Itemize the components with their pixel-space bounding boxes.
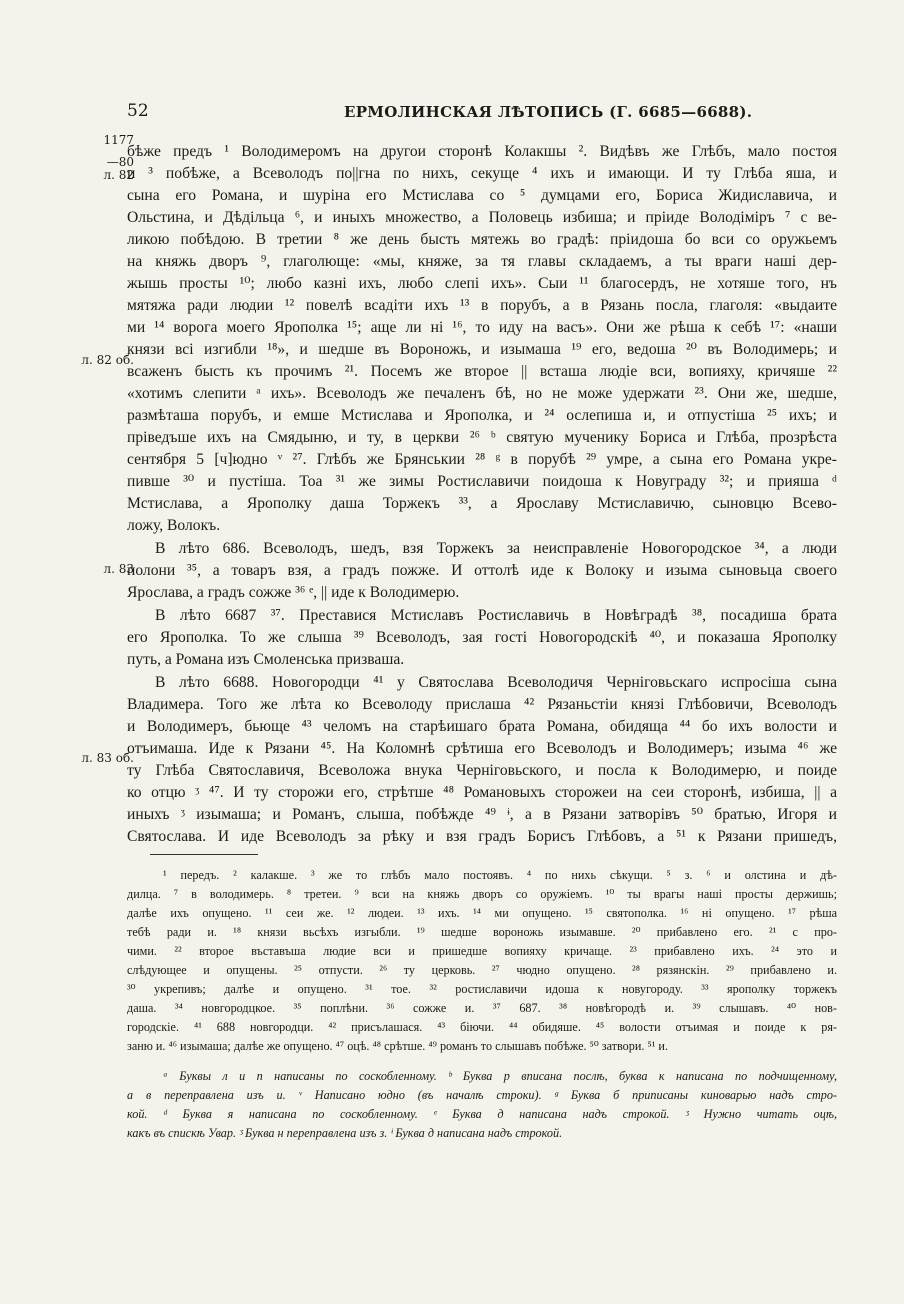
editorial-note-line: какъ въ спискѣ Увар. ᶾ Буква н переправлена изъ з. ᶤ Буква д написана надъ строкой. — [127, 1126, 563, 1140]
body-line: ко отцю ᶾ ⁴⁷. И ту сторожи его, стрѣтше ⁴⁸ Романовыхъ сторожеи на сеи сторонѣ, избиша, || а — [127, 784, 837, 801]
footnote-line: дилца. ⁷ в володимерь. ⁸ третеи. ⁹ вси на княжь дворъ со оружіемъ. ¹⁰ ты врагы наші просты держишь; — [127, 887, 837, 901]
footnote-divider — [150, 854, 258, 855]
body-line: «хотимъ слепити ᵃ ихъ». Всеволодъ же печаленъ бѣ, но не може удержати ²³. Они же, шедше, — [127, 385, 837, 402]
footnote-line: чими. ²² второе въставъша людие вси и пришедше вопияху кричаще. ²³ прибавлено ихъ. ²⁴ это и — [127, 944, 837, 958]
margin-note-year-range: —80 — [106, 155, 134, 169]
body-line: Святослава. И иде Всеволодъ за рѣку и взя градъ Борисъ Глѣбовъ, а ⁵¹ к Рязани пришедъ, — [127, 828, 837, 845]
body-line: В лѣто 6688. Новогородци ⁴¹ у Святослава Всеволодичя Черніговьскаго испросіша сына — [155, 674, 837, 691]
body-line: жышь просты ¹⁰; любо казні ихъ, любо слепі ихъ». Сыи ¹¹ благосердъ, не хотяше того, нъ — [127, 275, 837, 292]
editorial-note-line: ᵃ Буквы л и п написаны по соскобленному. ᵇ Буква р вписана послѣ, буква к написана по подчищенному, — [163, 1069, 837, 1083]
body-line: и ³ побѣже, а Всеволодъ по||гна по нихъ, секуще ⁴ ихъ и имающи. И ту Глѣба яша, и — [127, 165, 837, 182]
body-line: на княжь дворъ ⁹, глаголюще: «мы, княже, за тя главы складаемъ, а ты враги наші дер- — [127, 253, 837, 270]
body-line: ликою побѣдою. В третии ⁸ же день бысть мятежь во градѣ: пріидоша бо вси со оружьемъ — [127, 231, 837, 248]
body-line: полони ³⁵, а товаръ взя, а градъ пожже. И оттолѣ иде к Волоку и изыма сыновьца своего — [127, 562, 837, 579]
body-line: Владимера. Того же лѣта ко Всеволоду прислаша ⁴² Рязаньстіи князі Глѣбовичи, Всеволодъ — [127, 696, 837, 713]
body-line: ми ¹⁴ ворога моего Ярополка ¹⁵; аще ли ні ¹⁶, то иду на васъ». Они же рѣша к себѣ ¹⁷: «наши — [127, 319, 837, 336]
body-line: отъимаша. Иде к Рязани ⁴⁵. На Коломнѣ срѣтиша его Всеволодъ и Володимеръ; изыма ⁴⁶ же — [127, 740, 837, 757]
margin-note-folio: л. 83 об. — [81, 751, 134, 765]
footnote-line: городскіе. ⁴¹ 688 новгородци. ⁴² присълашася. ⁴³ біючи. ⁴⁴ обидяше. ⁴⁵ волости отъимая и поиде к ря- — [127, 1020, 837, 1034]
body-line: мятяжа ради людии ¹² повелѣ всадіти ихъ ¹³ в порубъ, а в Рязань посла, глаголя: «выдаите — [127, 297, 837, 314]
body-line: и Володимеръ, бьюще ⁴³ челомъ на старѣишаго брата Романа, обидяща ⁴⁴ бо ихъ волости и — [127, 718, 837, 735]
body-line: Мстислава, а Ярополку даша Торжекъ ³³, а Ярославу Мстиславичю, сыновцю Всево- — [127, 495, 837, 512]
body-line: ту Глѣба Святославичя, Всеволожа внука Черніговьского, и посла к Володимерю, и поиде — [127, 762, 837, 779]
body-line: бѣже предъ ¹ Володимеромъ на другои сторонѣ Колакшы ². Видѣвъ же Глѣбъ, мало постоя — [127, 143, 837, 160]
body-line: В лѣто 6687 ³⁷. Преставися Мстиславъ Ростиславичь в Новѣградѣ ³⁸, посадиша брата — [155, 607, 837, 624]
body-line: князи всі изгибли ¹⁸», и шедше въ Вороножь, и изымаша ¹⁹ его, ведоша ²⁰ въ Володимерь; и — [127, 341, 837, 358]
editorial-note-line: кой. ᵈ Буква я написана по соскобленному. ᵉ Буква д написана надъ строкой. ᶾ Нужно читать оцѣ, — [127, 1107, 837, 1121]
body-line: путь, а Романа изъ Смоленська призваша. — [127, 651, 405, 668]
editorial-note-line: а в переправлена изъ и. ᵛ Написано юдно (въ началѣ строки). ᵍ Буква б приписаны киноварью надъ стро- — [127, 1088, 837, 1102]
body-line: Ярослава, а градъ сожже ³⁶ ᵉ, || иде к Володимерю. — [127, 584, 460, 601]
footnote-line: далѣе ихъ опущено. ¹¹ сеи же. ¹² людеи. ¹³ ихъ. ¹⁴ ми опущено. ¹⁵ святополка. ¹⁶ ні опущено. ¹⁷ рѣша — [127, 906, 837, 920]
footnote-line: заню и. ⁴⁶ изымаша; далѣе же опущено. ⁴⁷ оцѣ. ⁴⁸ срѣтше. ⁴⁹ романъ то слышавъ побѣже. ⁵⁰ затвори. ⁵¹ и. — [127, 1039, 668, 1053]
margin-note-year: 1177 — [103, 133, 134, 147]
body-line: пивше ³⁰ и пустіша. Тоа ³¹ же зимы Ростиславичи поидоша к Новуграду ³²; и прияша ᵈ — [127, 473, 837, 490]
footnote-line: ³⁰ укрепивъ; далѣе и опущено. ³¹ тое. ³² ростиславичи идоша к новугороду. ³³ ярополку торжекъ — [127, 982, 837, 996]
margin-note-folio: л. 82 об. — [81, 353, 134, 367]
footnote-line: даша. ³⁴ новгородцкое. ³⁵ поплѣни. ³⁶ сожже и. ³⁷ 687. ³⁸ новѣгородѣ и. ³⁹ слышавъ. ⁴⁰ нов- — [127, 1001, 837, 1015]
body-line: В лѣто 686. Всеволодъ, шедъ, взя Торжекъ за неисправленіе Новогородское ³⁴, а люди — [155, 540, 837, 557]
body-line: Ольстина, и Дѣдільца ⁶, и иныхъ множество, а Половець избиша; и пріиде Володіміръ ⁷ с ве- — [127, 209, 837, 226]
body-line: ложу, Волокъ. — [127, 517, 221, 534]
footnote-line: тебѣ ради и. ¹⁸ князи вьсѣхъ изгыбли. ¹⁹ шедше вороножь изымавше. ²⁰ прибавлено его. ²¹ с про- — [127, 925, 837, 939]
body-line: сентября 5 [ч]юдно ᵛ ²⁷. Глѣбъ же Брянськии ²⁸ ᵍ в порубѣ ²⁹ умре, а сына его Романа укре- — [127, 451, 837, 468]
body-line: его Ярополка. То же слыша ³⁹ Всеволодъ, зая гості Новогородскіѣ ⁴⁰, и показаша Ярополку — [127, 629, 837, 646]
body-line: иныхъ ᶾ изымаша; и Романъ, слыша, побѣжде ⁴⁹ ᶤ, а в Рязани затворівъ ⁵⁰ братью, Игоря и — [127, 806, 837, 823]
footnote-line: ¹ передъ. ² калакше. ³ же то глѣбъ мало постоявъ. ⁴ по нихь сѣкущи. ⁵ з. ⁶ и олстина и дѣ- — [163, 868, 837, 882]
body-line: пріведъше ихъ на Смядыню, и ту, в церкви ²⁶ ᵇ святую мученику Бориса и Глѣба, прозрѣста — [127, 429, 837, 446]
running-head: ЕРМОЛИНСКАЯ ЛѢТОПИСЬ (Г. 6685—6688). — [344, 103, 753, 121]
margin-note-folio: л. 82 — [103, 168, 134, 182]
footnote-line: слѣдующее и опущены. ²⁵ отпусти. ²⁶ ту церковь. ²⁷ чюдно опущено. ²⁸ рязянскін. ²⁹ прибавлено и. — [127, 963, 837, 977]
body-line: всаженъ бысть къ прочимъ ²¹. Посемъ же второе || всташа людіе вси, вопияху, кричяше ²² — [127, 363, 837, 380]
body-line: размѣташа порубъ, и емше Мстислава и Ярополка, и ²⁴ ослепиша и, и отпустіша ²⁵ ихъ; и — [127, 407, 837, 424]
body-line: сына его Романа, и шуріна его Мстислава со ⁵ думцами его, Бориса Жидиславича, и — [127, 187, 837, 204]
margin-note-folio: л. 83 — [103, 562, 134, 576]
page-number: 52 — [127, 101, 149, 121]
